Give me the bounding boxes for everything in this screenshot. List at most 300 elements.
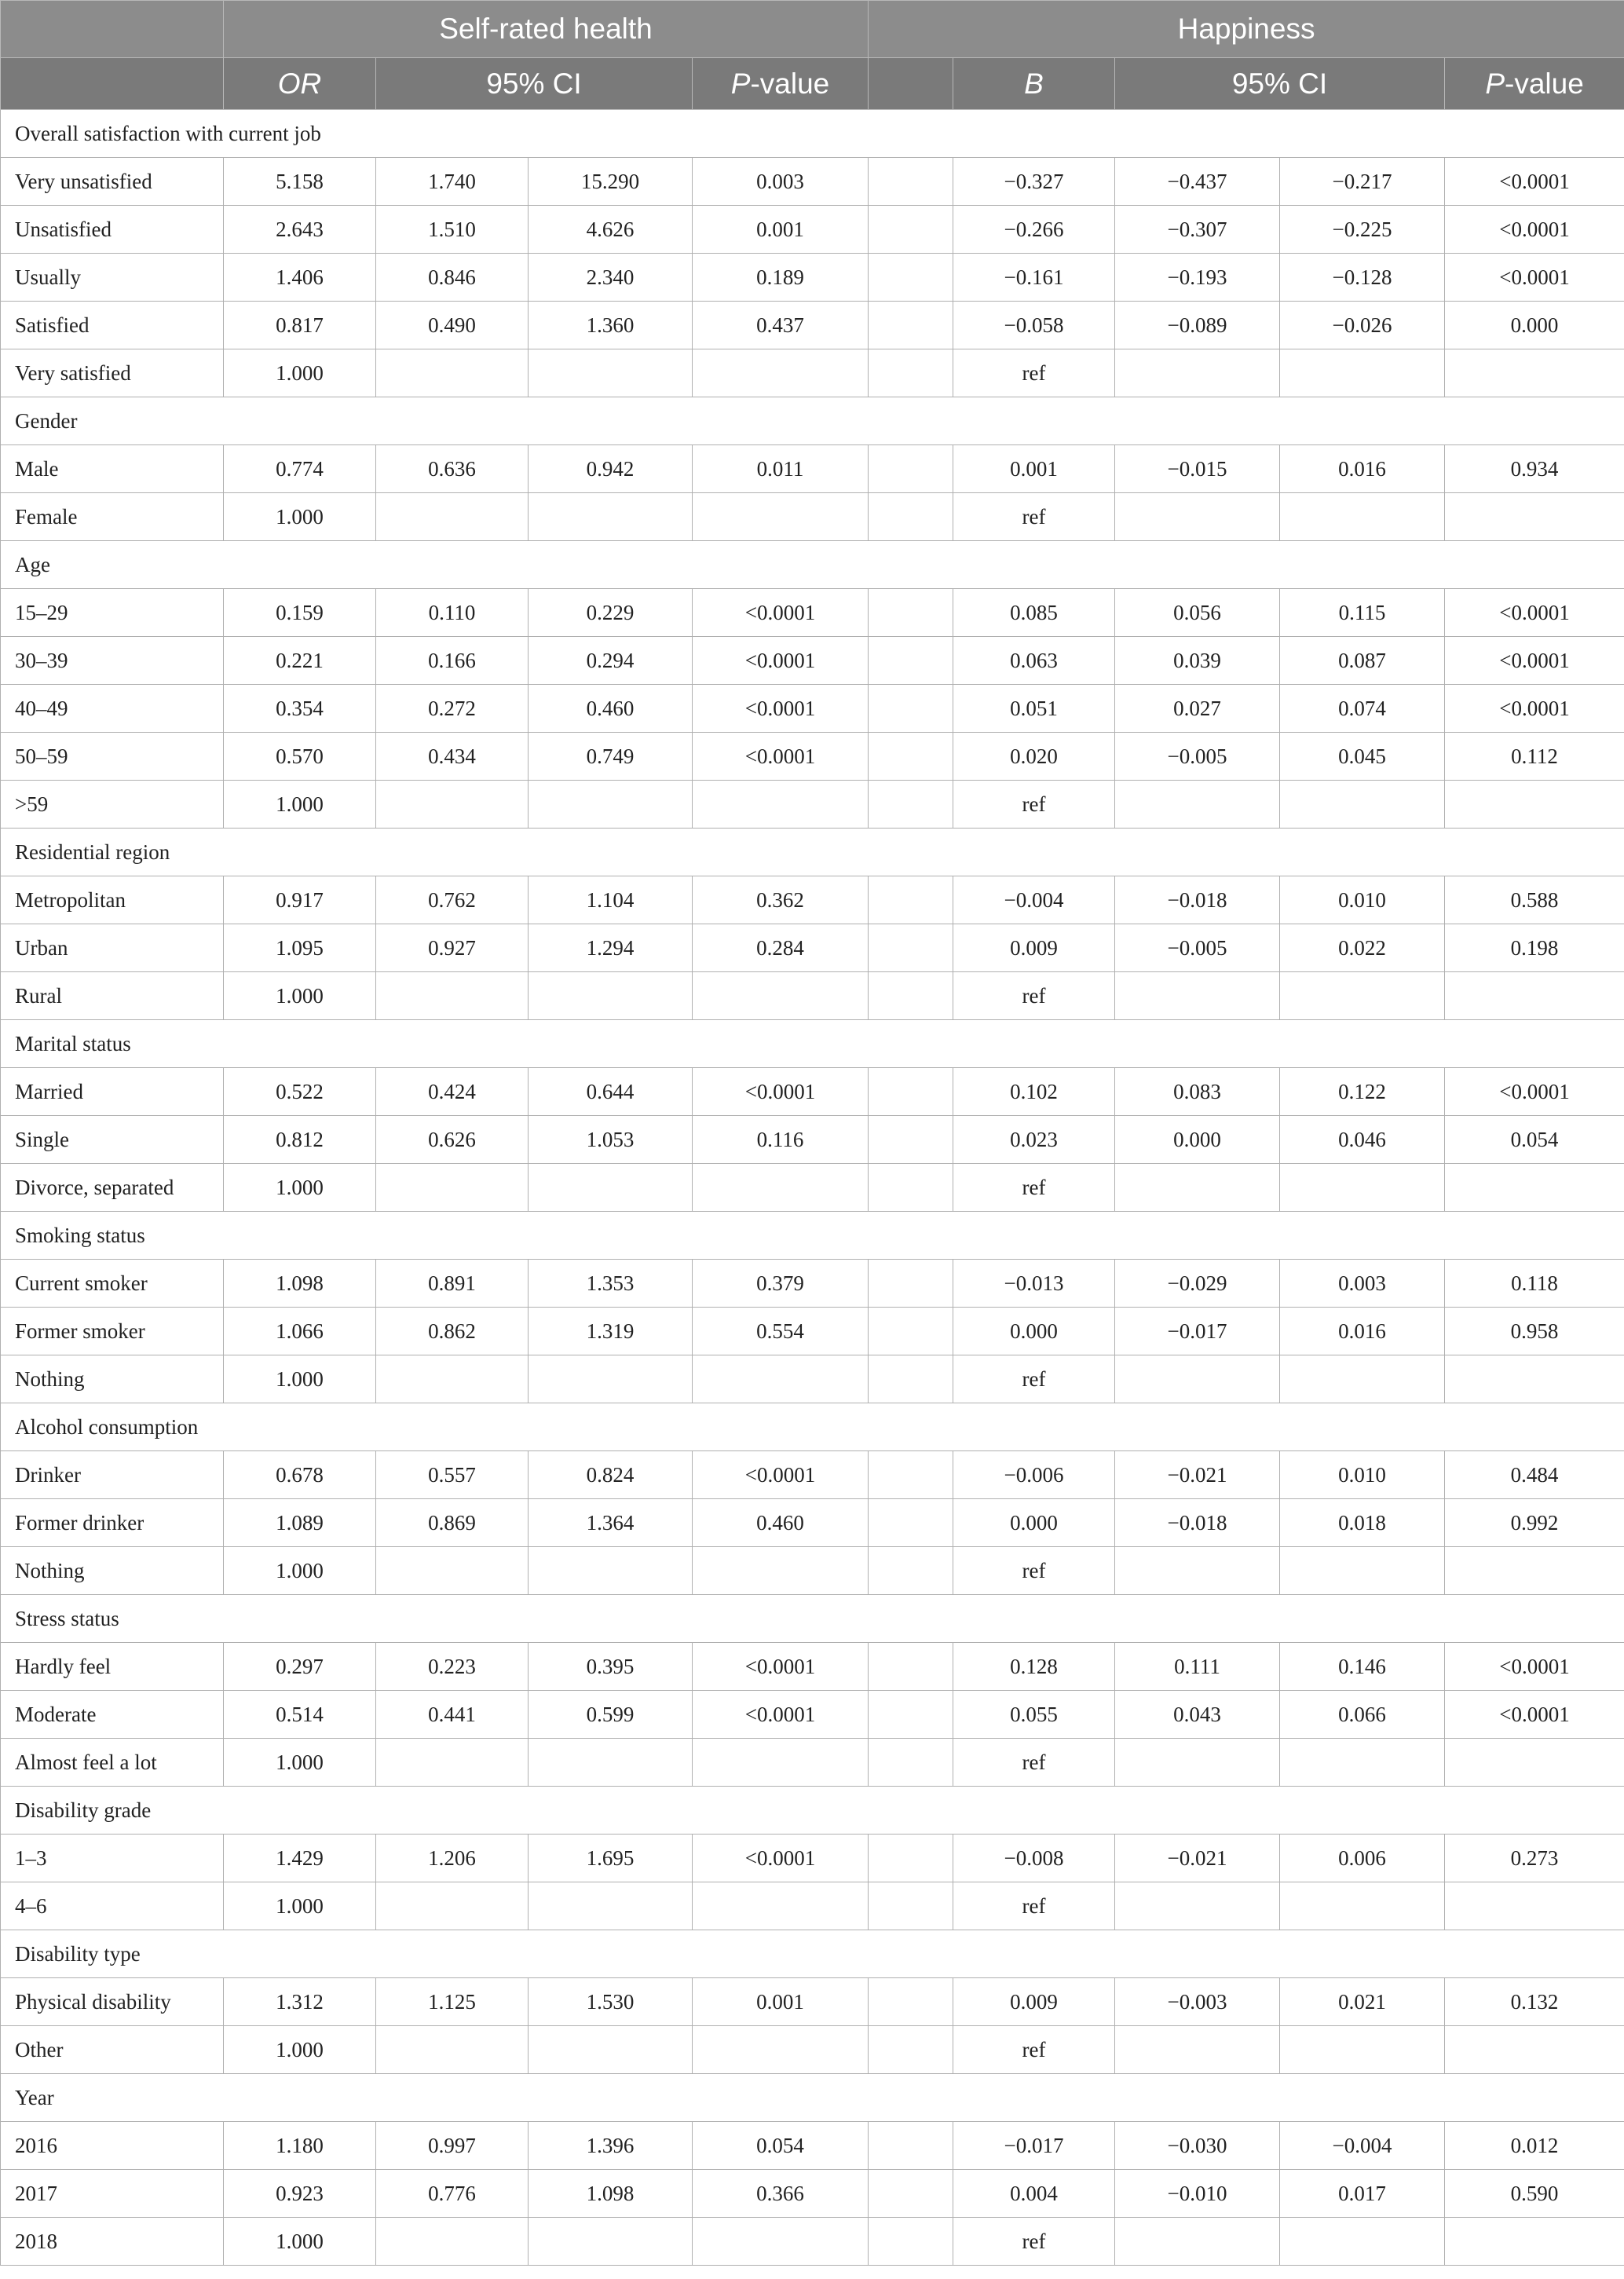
b-ci-upper: 0.010 (1280, 876, 1445, 924)
table-row (1, 2170, 1624, 2218)
section-title: Disability grade (1, 1787, 1624, 1835)
b-p-value (1445, 972, 1624, 1020)
b-value: ref (953, 1355, 1115, 1403)
p-value (693, 1164, 869, 1212)
b-ci-upper (1280, 1882, 1445, 1930)
p-value: 0.554 (693, 1308, 869, 1355)
section-header-row (1, 1020, 1624, 1068)
or-value: 1.098 (224, 1260, 376, 1308)
ci-lower (376, 1547, 529, 1595)
b-ci-lower: −0.018 (1115, 1499, 1280, 1547)
row-label: Physical disability (1, 1978, 224, 2026)
header-blank (1, 1, 224, 58)
section-title: Disability type (1, 1930, 1624, 1978)
b-value: ref (953, 493, 1115, 541)
section-header-row (1, 541, 1624, 589)
or-value: 1.000 (224, 349, 376, 397)
b-ci-upper: 0.146 (1280, 1643, 1445, 1691)
b-p-value: 0.588 (1445, 876, 1624, 924)
or-value: 0.522 (224, 1068, 376, 1116)
ci-lower: 1.510 (376, 206, 529, 254)
row-label: Very satisfied (1, 349, 224, 397)
table-row (1, 1643, 1624, 1691)
b-ci-upper: −0.217 (1280, 158, 1445, 206)
b-p-value: <0.0001 (1445, 589, 1624, 637)
b-ci-upper (1280, 1164, 1445, 1212)
b-ci-lower (1115, 2218, 1280, 2266)
or-value: 2.643 (224, 206, 376, 254)
b-p-value (1445, 1882, 1624, 1930)
table-row (1, 1116, 1624, 1164)
table-row (1, 781, 1624, 829)
p-value: 0.366 (693, 2170, 869, 2218)
b-p-value: <0.0001 (1445, 158, 1624, 206)
section-header-row (1, 1212, 1624, 1260)
table-row (1, 589, 1624, 637)
b-ci-upper: 0.010 (1280, 1451, 1445, 1499)
b-ci-upper: 0.066 (1280, 1691, 1445, 1739)
ci-upper (529, 2026, 693, 2074)
spacer-cell (869, 2170, 953, 2218)
b-p-value (1445, 1164, 1624, 1212)
ci-upper: 1.396 (529, 2122, 693, 2170)
or-value: 1.429 (224, 1835, 376, 1882)
ci-lower: 1.206 (376, 1835, 529, 1882)
b-ci-lower: 0.039 (1115, 637, 1280, 685)
ci-upper: 1.353 (529, 1260, 693, 1308)
b-value: 0.063 (953, 637, 1115, 685)
ci-lower (376, 2026, 529, 2074)
b-value: 0.000 (953, 1308, 1115, 1355)
or-value: 1.000 (224, 972, 376, 1020)
or-value: 1.089 (224, 1499, 376, 1547)
ci-lower (376, 972, 529, 1020)
ci-lower: 0.424 (376, 1068, 529, 1116)
b-p-value (1445, 781, 1624, 829)
b-ci-lower (1115, 2026, 1280, 2074)
ci-upper: 1.053 (529, 1116, 693, 1164)
row-label: 50–59 (1, 733, 224, 781)
p-value: 0.437 (693, 302, 869, 349)
b-p-value (1445, 349, 1624, 397)
row-label: Urban (1, 924, 224, 972)
section-header-row (1, 1595, 1624, 1643)
b-value: −0.006 (953, 1451, 1115, 1499)
b-value: −0.008 (953, 1835, 1115, 1882)
table-row (1, 1308, 1624, 1355)
b-ci-upper: 0.074 (1280, 685, 1445, 733)
b-p-value (1445, 1739, 1624, 1787)
p-value (693, 781, 869, 829)
b-ci-upper: −0.128 (1280, 254, 1445, 302)
b-ci-upper: 0.087 (1280, 637, 1445, 685)
b-ci-upper: 0.045 (1280, 733, 1445, 781)
ci-lower: 0.434 (376, 733, 529, 781)
b-ci-upper: 0.006 (1280, 1835, 1445, 1882)
p-value: 0.362 (693, 876, 869, 924)
row-label: >59 (1, 781, 224, 829)
p-value: 0.001 (693, 1978, 869, 2026)
section-header-row (1, 829, 1624, 876)
b-ci-upper (1280, 1547, 1445, 1595)
b-ci-upper: 0.003 (1280, 1260, 1445, 1308)
section-title: Alcohol consumption (1, 1403, 1624, 1451)
b-ci-upper (1280, 2026, 1445, 2074)
row-label: Metropolitan (1, 876, 224, 924)
ci-lower: 0.636 (376, 445, 529, 493)
or-value: 0.297 (224, 1643, 376, 1691)
table-row (1, 349, 1624, 397)
b-value: ref (953, 1739, 1115, 1787)
b-value: ref (953, 972, 1115, 1020)
p-value (693, 1547, 869, 1595)
spacer-cell (869, 1643, 953, 1691)
section-title: Residential region (1, 829, 1624, 876)
ci-upper: 1.319 (529, 1308, 693, 1355)
b-value: ref (953, 781, 1115, 829)
or-value: 1.180 (224, 2122, 376, 2170)
table-row (1, 206, 1624, 254)
table-row (1, 1451, 1624, 1499)
b-p-value (1445, 1547, 1624, 1595)
table-row (1, 1355, 1624, 1403)
section-title: Year (1, 2074, 1624, 2122)
ci-lower: 0.110 (376, 589, 529, 637)
p-value: 0.379 (693, 1260, 869, 1308)
table-row (1, 493, 1624, 541)
b-ci-lower: −0.307 (1115, 206, 1280, 254)
b-p-value: 0.273 (1445, 1835, 1624, 1882)
ci-upper: 1.364 (529, 1499, 693, 1547)
or-value: 1.000 (224, 1164, 376, 1212)
b-value: −0.017 (953, 2122, 1115, 2170)
b-ci-lower (1115, 493, 1280, 541)
spacer-cell (869, 1308, 953, 1355)
or-value: 0.159 (224, 589, 376, 637)
row-label: 2017 (1, 2170, 224, 2218)
b-ci-upper: 0.016 (1280, 1308, 1445, 1355)
section-title: Overall satisfaction with current job (1, 110, 1624, 158)
ci-upper (529, 1355, 693, 1403)
b-ci-lower: −0.437 (1115, 158, 1280, 206)
table-row (1, 1068, 1624, 1116)
b-p-value: <0.0001 (1445, 1643, 1624, 1691)
row-label: Former smoker (1, 1308, 224, 1355)
ci-lower: 0.776 (376, 2170, 529, 2218)
or-value: 5.158 (224, 158, 376, 206)
table-row (1, 972, 1624, 1020)
b-p-value: <0.0001 (1445, 206, 1624, 254)
row-label: Other (1, 2026, 224, 2074)
ci-lower: 0.272 (376, 685, 529, 733)
table-row (1, 445, 1624, 493)
ci-lower (376, 781, 529, 829)
section-title: Stress status (1, 1595, 1624, 1643)
b-ci-upper (1280, 2218, 1445, 2266)
header-happiness: Happiness (869, 1, 1624, 58)
table-row (1, 1547, 1624, 1595)
ci-lower: 0.626 (376, 1116, 529, 1164)
b-p-value: <0.0001 (1445, 637, 1624, 685)
b-value: ref (953, 349, 1115, 397)
p-value: <0.0001 (693, 1643, 869, 1691)
ci-upper: 0.294 (529, 637, 693, 685)
table-body (1, 110, 1624, 2266)
b-ci-lower (1115, 781, 1280, 829)
row-label: Nothing (1, 1547, 224, 1595)
subheader-b: B (953, 58, 1115, 110)
ci-lower: 0.846 (376, 254, 529, 302)
ci-upper: 1.098 (529, 2170, 693, 2218)
or-value: 0.817 (224, 302, 376, 349)
section-header-row (1, 1787, 1624, 1835)
ci-upper (529, 1164, 693, 1212)
b-ci-lower: 0.027 (1115, 685, 1280, 733)
ci-lower: 0.223 (376, 1643, 529, 1691)
b-value: 0.009 (953, 1978, 1115, 2026)
ci-upper: 2.340 (529, 254, 693, 302)
row-label: Male (1, 445, 224, 493)
spacer-cell (869, 1068, 953, 1116)
ci-upper (529, 972, 693, 1020)
b-ci-upper (1280, 781, 1445, 829)
spacer-cell (869, 637, 953, 685)
p-value: 0.011 (693, 445, 869, 493)
ci-lower (376, 1882, 529, 1930)
b-ci-upper: 0.122 (1280, 1068, 1445, 1116)
ci-lower (376, 493, 529, 541)
table-row (1, 302, 1624, 349)
p-value: 0.460 (693, 1499, 869, 1547)
row-label: Usually (1, 254, 224, 302)
ci-lower: 0.762 (376, 876, 529, 924)
b-value: 0.004 (953, 2170, 1115, 2218)
ci-upper: 0.749 (529, 733, 693, 781)
table-row (1, 733, 1624, 781)
b-ci-lower: −0.015 (1115, 445, 1280, 493)
b-ci-upper: 0.021 (1280, 1978, 1445, 2026)
spacer-cell (869, 1882, 953, 1930)
row-label: 15–29 (1, 589, 224, 637)
p-value: <0.0001 (693, 1451, 869, 1499)
table-row (1, 1835, 1624, 1882)
row-label: Current smoker (1, 1260, 224, 1308)
b-ci-upper (1280, 972, 1445, 1020)
b-ci-upper: 0.017 (1280, 2170, 1445, 2218)
ci-upper (529, 493, 693, 541)
header-self-rated-health: Self-rated health (224, 1, 869, 58)
row-label: Rural (1, 972, 224, 1020)
table-row (1, 924, 1624, 972)
row-label: Hardly feel (1, 1643, 224, 1691)
table-row (1, 1882, 1624, 1930)
p-value: 0.284 (693, 924, 869, 972)
spacer-cell (869, 1451, 953, 1499)
b-ci-lower: −0.003 (1115, 1978, 1280, 2026)
row-label: Unsatisfied (1, 206, 224, 254)
section-header-row (1, 397, 1624, 445)
or-value: 1.000 (224, 493, 376, 541)
row-label: Divorce, separated (1, 1164, 224, 1212)
or-value: 1.000 (224, 2026, 376, 2074)
b-value: −0.266 (953, 206, 1115, 254)
or-value: 1.000 (224, 1355, 376, 1403)
section-header-row (1, 1930, 1624, 1978)
table-row (1, 1739, 1624, 1787)
b-p-value: 0.484 (1445, 1451, 1624, 1499)
spacer-cell (869, 1691, 953, 1739)
b-ci-upper: −0.026 (1280, 302, 1445, 349)
ci-lower: 0.997 (376, 2122, 529, 2170)
spacer-cell (869, 2026, 953, 2074)
b-value: 0.051 (953, 685, 1115, 733)
ci-upper: 15.290 (529, 158, 693, 206)
b-p-value: 0.132 (1445, 1978, 1624, 2026)
table-row (1, 254, 1624, 302)
b-value: 0.000 (953, 1499, 1115, 1547)
b-ci-lower: −0.021 (1115, 1835, 1280, 1882)
ci-upper: 4.626 (529, 206, 693, 254)
b-value: ref (953, 1164, 1115, 1212)
ci-lower (376, 1739, 529, 1787)
p-value: <0.0001 (693, 637, 869, 685)
row-label: Single (1, 1116, 224, 1164)
spacer-cell (869, 685, 953, 733)
ci-lower (376, 1355, 529, 1403)
b-value: −0.161 (953, 254, 1115, 302)
spacer-cell (869, 158, 953, 206)
or-value: 1.406 (224, 254, 376, 302)
p-value: <0.0001 (693, 589, 869, 637)
or-value: 1.000 (224, 2218, 376, 2266)
p-value (693, 972, 869, 1020)
ci-upper: 1.695 (529, 1835, 693, 1882)
b-value: −0.004 (953, 876, 1115, 924)
p-value (693, 1355, 869, 1403)
b-value: 0.020 (953, 733, 1115, 781)
or-value: 0.812 (224, 1116, 376, 1164)
or-value: 0.221 (224, 637, 376, 685)
spacer-cell (869, 1978, 953, 2026)
b-value: −0.013 (953, 1260, 1115, 1308)
b-ci-lower (1115, 972, 1280, 1020)
b-ci-upper (1280, 1739, 1445, 1787)
b-ci-lower: 0.056 (1115, 589, 1280, 637)
or-value: 0.354 (224, 685, 376, 733)
subheader-blank (1, 58, 224, 110)
b-p-value: <0.0001 (1445, 685, 1624, 733)
b-p-value: 0.112 (1445, 733, 1624, 781)
table-row (1, 1499, 1624, 1547)
b-value: 0.023 (953, 1116, 1115, 1164)
ci-upper: 0.942 (529, 445, 693, 493)
table-row (1, 158, 1624, 206)
b-value: −0.058 (953, 302, 1115, 349)
table-row (1, 1691, 1624, 1739)
subheader-blank-2 (869, 58, 953, 110)
ci-lower (376, 1164, 529, 1212)
b-p-value: 0.012 (1445, 2122, 1624, 2170)
ci-upper (529, 349, 693, 397)
subheader-ci-happiness: 95% CI (1115, 58, 1445, 110)
or-value: 0.917 (224, 876, 376, 924)
table-row (1, 1164, 1624, 1212)
b-ci-lower (1115, 1164, 1280, 1212)
b-value: 0.128 (953, 1643, 1115, 1691)
b-ci-lower: 0.043 (1115, 1691, 1280, 1739)
b-value: 0.055 (953, 1691, 1115, 1739)
row-label: Moderate (1, 1691, 224, 1739)
ci-lower (376, 349, 529, 397)
subheader-or: OR (224, 58, 376, 110)
ci-upper: 0.599 (529, 1691, 693, 1739)
ci-upper: 1.294 (529, 924, 693, 972)
b-p-value: <0.0001 (1445, 1068, 1624, 1116)
spacer-cell (869, 589, 953, 637)
b-ci-upper: 0.018 (1280, 1499, 1445, 1547)
b-ci-lower: 0.000 (1115, 1116, 1280, 1164)
p-value: <0.0001 (693, 1068, 869, 1116)
ci-upper (529, 1739, 693, 1787)
spacer-cell (869, 1835, 953, 1882)
b-ci-upper (1280, 1355, 1445, 1403)
row-label: Very unsatisfied (1, 158, 224, 206)
or-value: 1.000 (224, 1739, 376, 1787)
b-ci-lower: −0.010 (1115, 2170, 1280, 2218)
row-label: 2018 (1, 2218, 224, 2266)
table-row (1, 1260, 1624, 1308)
spacer-cell (869, 1547, 953, 1595)
or-value: 0.678 (224, 1451, 376, 1499)
ci-lower: 0.891 (376, 1260, 529, 1308)
p-value: 0.116 (693, 1116, 869, 1164)
b-value: −0.327 (953, 158, 1115, 206)
b-ci-upper: 0.046 (1280, 1116, 1445, 1164)
spacer-cell (869, 1739, 953, 1787)
b-p-value: <0.0001 (1445, 1691, 1624, 1739)
row-label: 30–39 (1, 637, 224, 685)
b-p-value (1445, 1355, 1624, 1403)
b-value: ref (953, 1547, 1115, 1595)
ci-upper (529, 781, 693, 829)
spacer-cell (869, 924, 953, 972)
row-label: 40–49 (1, 685, 224, 733)
ci-upper: 1.360 (529, 302, 693, 349)
ci-upper: 1.104 (529, 876, 693, 924)
row-label: Married (1, 1068, 224, 1116)
p-value: 0.189 (693, 254, 869, 302)
b-p-value: 0.992 (1445, 1499, 1624, 1547)
spacer-cell (869, 781, 953, 829)
or-value: 1.000 (224, 781, 376, 829)
table-header (1, 1, 1624, 110)
p-value (693, 349, 869, 397)
b-p-value (1445, 2026, 1624, 2074)
b-value: ref (953, 2026, 1115, 2074)
b-value: 0.009 (953, 924, 1115, 972)
b-ci-upper: 0.022 (1280, 924, 1445, 972)
b-ci-lower: −0.089 (1115, 302, 1280, 349)
p-value: 0.003 (693, 158, 869, 206)
row-label: Former drinker (1, 1499, 224, 1547)
section-header-row (1, 1403, 1624, 1451)
or-value: 0.923 (224, 2170, 376, 2218)
spacer-cell (869, 1499, 953, 1547)
ci-lower: 0.869 (376, 1499, 529, 1547)
b-ci-lower: −0.017 (1115, 1308, 1280, 1355)
b-ci-lower: 0.111 (1115, 1643, 1280, 1691)
ci-lower (376, 2218, 529, 2266)
